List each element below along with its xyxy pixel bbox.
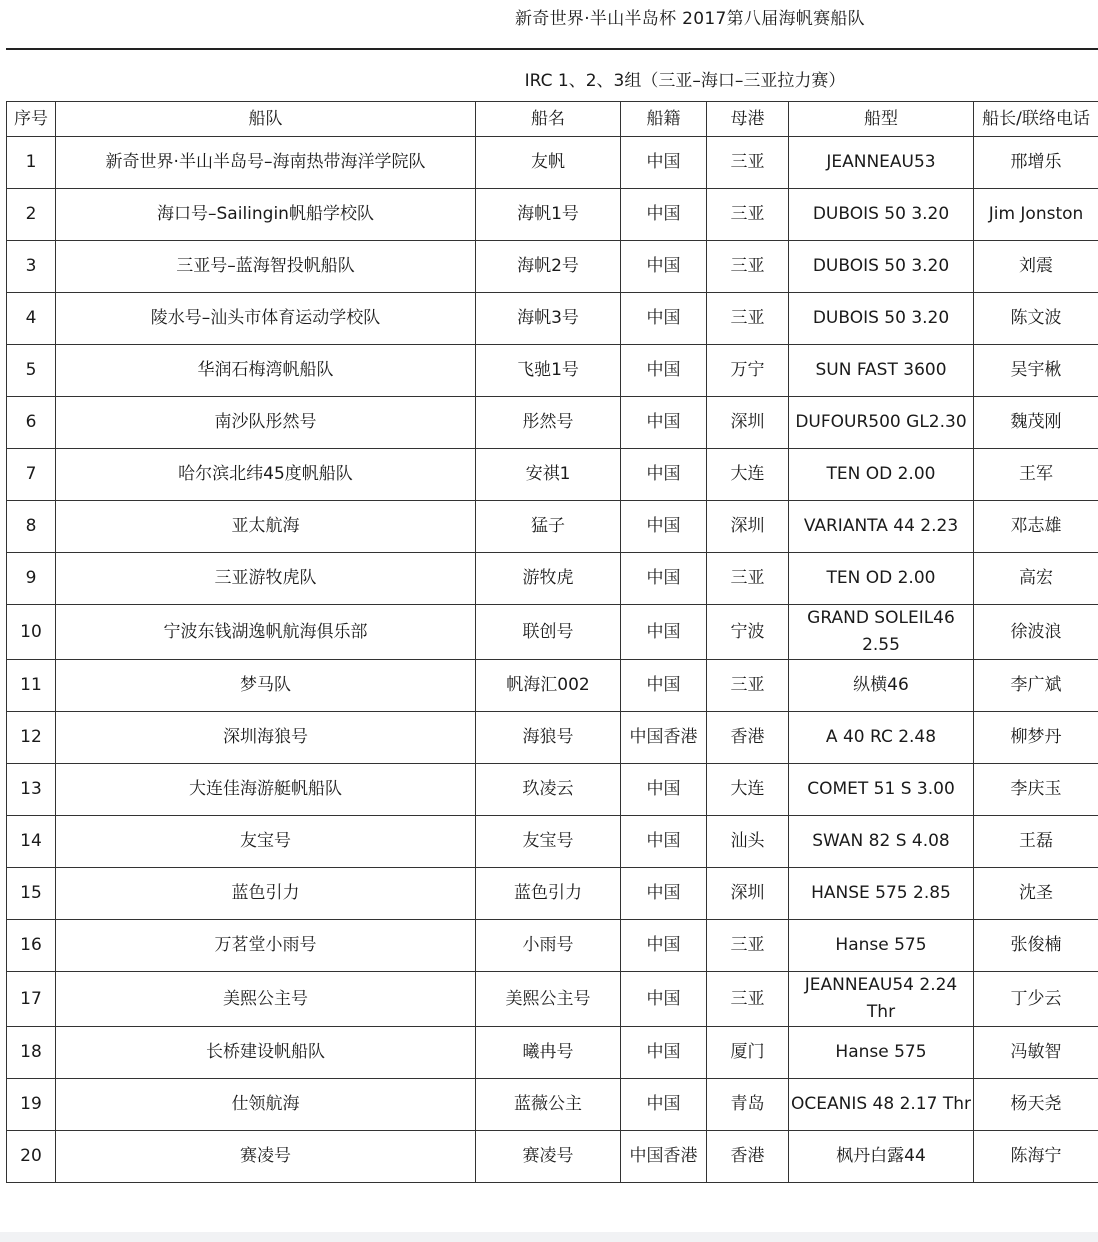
home-port-cell: 三亚	[707, 293, 789, 345]
boat-type-cell: Hanse 575	[789, 1027, 974, 1079]
team-roster-table	[6, 101, 1098, 1183]
boat-type-cell: SUN FAST 3600	[789, 345, 974, 397]
boat-type-cell: DUBOIS 50 3.20	[789, 293, 974, 345]
skipper-cell: Jim Jonston	[974, 189, 1098, 241]
home-port-cell: 三亚	[707, 920, 789, 972]
boat-type-cell: A 40 RC 2.48	[789, 712, 974, 764]
skipper-cell: 王磊	[974, 816, 1098, 868]
boat-name-cell: 海帆3号	[476, 293, 621, 345]
boat-type-cell: OCEANIS 48 2.17 Thr	[789, 1079, 974, 1131]
boat-name-cell: 曦冉号	[476, 1027, 621, 1079]
index-cell: 20	[7, 1131, 56, 1183]
index-cell: 7	[7, 449, 56, 501]
table-row	[7, 1027, 1098, 1079]
skipper-cell: 丁少云	[974, 972, 1098, 1027]
home-port-cell: 三亚	[707, 553, 789, 605]
table-row	[7, 501, 1098, 553]
boat-name-cell: 小雨号	[476, 920, 621, 972]
boat-name-cell: 玖凌云	[476, 764, 621, 816]
table-subtitle: IRC 1、2、3组（三亚–海口–三亚拉力赛）	[524, 71, 846, 91]
registry-cell: 中国香港	[621, 1131, 707, 1183]
header-cell-skipper: 船长/联络电话	[974, 102, 1098, 137]
skipper-cell: 刘震	[974, 241, 1098, 293]
home-port-cell: 三亚	[707, 972, 789, 1027]
index-cell: 11	[7, 660, 56, 712]
header-cell-home-port: 母港	[707, 102, 789, 137]
registry-cell: 中国	[621, 137, 707, 189]
header-cell-boat-name: 船名	[476, 102, 621, 137]
table-row	[7, 1079, 1098, 1131]
registry-cell: 中国	[621, 1027, 707, 1079]
boat-type-cell: TEN OD 2.00	[789, 553, 974, 605]
registry-cell: 中国	[621, 1079, 707, 1131]
team-cell: 蓝色引力	[56, 868, 476, 920]
skipper-cell: 陈海宁	[974, 1131, 1098, 1183]
index-cell: 15	[7, 868, 56, 920]
team-cell: 亚太航海	[56, 501, 476, 553]
boat-name-cell: 海帆2号	[476, 241, 621, 293]
boat-name-cell: 游牧虎	[476, 553, 621, 605]
index-cell: 9	[7, 553, 56, 605]
team-cell: 陵水号–汕头市体育运动学校队	[56, 293, 476, 345]
boat-type-cell: HANSE 575 2.85	[789, 868, 974, 920]
bottom-strip	[0, 1232, 1098, 1242]
boat-name-cell: 蓝色引力	[476, 868, 621, 920]
index-cell: 16	[7, 920, 56, 972]
team-cell: 三亚号–蓝海智投帆船队	[56, 241, 476, 293]
boat-type-cell: SWAN 82 S 4.08	[789, 816, 974, 868]
table-row	[7, 553, 1098, 605]
home-port-cell: 香港	[707, 712, 789, 764]
table-row	[7, 449, 1098, 501]
home-port-cell: 三亚	[707, 660, 789, 712]
boat-type-cell: TEN OD 2.00	[789, 449, 974, 501]
home-port-cell: 厦门	[707, 1027, 789, 1079]
index-cell: 12	[7, 712, 56, 764]
home-port-cell: 青岛	[707, 1079, 789, 1131]
home-port-cell: 三亚	[707, 137, 789, 189]
header-cell-team: 船队	[56, 102, 476, 137]
skipper-cell: 徐波浪	[974, 605, 1098, 660]
table-row	[7, 241, 1098, 293]
header-cell-boat-type: 船型	[789, 102, 974, 137]
index-cell: 19	[7, 1079, 56, 1131]
registry-cell: 中国	[621, 241, 707, 293]
team-cell: 美熙公主号	[56, 972, 476, 1027]
team-cell: 长桥建设帆船队	[56, 1027, 476, 1079]
skipper-cell: 柳梦丹	[974, 712, 1098, 764]
team-cell: 华润石梅湾帆船队	[56, 345, 476, 397]
team-cell: 哈尔滨北纬45度帆船队	[56, 449, 476, 501]
boat-type-cell: 枫丹白露44	[789, 1131, 974, 1183]
team-cell: 梦马队	[56, 660, 476, 712]
skipper-cell: 冯敏智	[974, 1027, 1098, 1079]
registry-cell: 中国	[621, 660, 707, 712]
home-port-cell: 大连	[707, 449, 789, 501]
boat-type-cell: JEANNEAU53	[789, 137, 974, 189]
boat-type-cell: COMET 51 S 3.00	[789, 764, 974, 816]
team-cell: 赛凌号	[56, 1131, 476, 1183]
boat-name-cell: 蓝薇公主	[476, 1079, 621, 1131]
table-row	[7, 137, 1098, 189]
table-row	[7, 764, 1098, 816]
header-cell-registry: 船籍	[621, 102, 707, 137]
index-cell: 14	[7, 816, 56, 868]
table-row	[7, 293, 1098, 345]
registry-cell: 中国	[621, 920, 707, 972]
team-cell: 万茗堂小雨号	[56, 920, 476, 972]
team-cell: 深圳海狼号	[56, 712, 476, 764]
index-cell: 18	[7, 1027, 56, 1079]
index-cell: 5	[7, 345, 56, 397]
registry-cell: 中国	[621, 553, 707, 605]
registry-cell: 中国	[621, 189, 707, 241]
registry-cell: 中国	[621, 345, 707, 397]
registry-cell: 中国	[621, 868, 707, 920]
boat-type-cell: Hanse 575	[789, 920, 974, 972]
skipper-cell: 李庆玉	[974, 764, 1098, 816]
index-cell: 3	[7, 241, 56, 293]
table-row	[7, 920, 1098, 972]
boat-type-cell: DUFOUR500 GL2.30	[789, 397, 974, 449]
boat-name-cell: 海帆1号	[476, 189, 621, 241]
table-row	[7, 397, 1098, 449]
skipper-cell: 邓志雄	[974, 501, 1098, 553]
home-port-cell: 香港	[707, 1131, 789, 1183]
registry-cell: 中国	[621, 449, 707, 501]
boat-name-cell: 飞驰1号	[476, 345, 621, 397]
boat-type-cell: JEANNEAU54 2.24 Thr	[789, 972, 974, 1027]
team-cell: 新奇世界·半山半岛号–海南热带海洋学院队	[56, 137, 476, 189]
home-port-cell: 三亚	[707, 241, 789, 293]
skipper-cell: 李广斌	[974, 660, 1098, 712]
boat-name-cell: 彤然号	[476, 397, 621, 449]
table-row	[7, 605, 1098, 660]
index-cell: 10	[7, 605, 56, 660]
table-row	[7, 972, 1098, 1027]
boat-name-cell: 安祺1	[476, 449, 621, 501]
boat-name-cell: 赛凌号	[476, 1131, 621, 1183]
team-cell: 仕领航海	[56, 1079, 476, 1131]
home-port-cell: 万宁	[707, 345, 789, 397]
index-cell: 1	[7, 137, 56, 189]
index-cell: 2	[7, 189, 56, 241]
skipper-cell: 沈圣	[974, 868, 1098, 920]
team-cell: 大连佳海游艇帆船队	[56, 764, 476, 816]
skipper-cell: 陈文波	[974, 293, 1098, 345]
boat-type-cell: 纵横46	[789, 660, 974, 712]
registry-cell: 中国香港	[621, 712, 707, 764]
home-port-cell: 大连	[707, 764, 789, 816]
boat-name-cell: 帆海汇002	[476, 660, 621, 712]
boat-name-cell: 猛子	[476, 501, 621, 553]
team-cell: 宁波东钱湖逸帆航海俱乐部	[56, 605, 476, 660]
registry-cell: 中国	[621, 293, 707, 345]
boat-name-cell: 友帆	[476, 137, 621, 189]
home-port-cell: 深圳	[707, 397, 789, 449]
boat-name-cell: 海狼号	[476, 712, 621, 764]
table-header-row	[7, 102, 1098, 137]
page-title: 新奇世界·半山半岛杯 2017第八届海帆赛船队	[515, 9, 865, 29]
header-cell-index: 序号	[7, 102, 56, 137]
table-row	[7, 816, 1098, 868]
index-cell: 4	[7, 293, 56, 345]
table-row	[7, 189, 1098, 241]
index-cell: 8	[7, 501, 56, 553]
registry-cell: 中国	[621, 764, 707, 816]
skipper-cell: 高宏	[974, 553, 1098, 605]
home-port-cell: 汕头	[707, 816, 789, 868]
home-port-cell: 深圳	[707, 868, 789, 920]
registry-cell: 中国	[621, 501, 707, 553]
table-row	[7, 345, 1098, 397]
home-port-cell: 宁波	[707, 605, 789, 660]
skipper-cell: 邢增乐	[974, 137, 1098, 189]
registry-cell: 中国	[621, 816, 707, 868]
team-cell: 三亚游牧虎队	[56, 553, 476, 605]
registry-cell: 中国	[621, 397, 707, 449]
index-cell: 13	[7, 764, 56, 816]
registry-cell: 中国	[621, 605, 707, 660]
team-cell: 南沙队彤然号	[56, 397, 476, 449]
home-port-cell: 三亚	[707, 189, 789, 241]
skipper-cell: 王军	[974, 449, 1098, 501]
team-cell: 海口号–Sailingin帆船学校队	[56, 189, 476, 241]
skipper-cell: 杨天尧	[974, 1079, 1098, 1131]
boat-name-cell: 美熙公主号	[476, 972, 621, 1027]
boat-type-cell: GRAND SOLEIL46 2.55	[789, 605, 974, 660]
skipper-cell: 吴宇楸	[974, 345, 1098, 397]
boat-name-cell: 联创号	[476, 605, 621, 660]
table-row	[7, 660, 1098, 712]
table-row	[7, 712, 1098, 764]
skipper-cell: 张俊楠	[974, 920, 1098, 972]
registry-cell: 中国	[621, 972, 707, 1027]
boat-type-cell: DUBOIS 50 3.20	[789, 189, 974, 241]
table-row	[7, 1131, 1098, 1183]
team-cell: 友宝号	[56, 816, 476, 868]
boat-type-cell: DUBOIS 50 3.20	[789, 241, 974, 293]
home-port-cell: 深圳	[707, 501, 789, 553]
divider-top	[6, 48, 1098, 50]
table-row	[7, 868, 1098, 920]
index-cell: 6	[7, 397, 56, 449]
boat-type-cell: VARIANTA 44 2.23	[789, 501, 974, 553]
boat-name-cell: 友宝号	[476, 816, 621, 868]
skipper-cell: 魏茂刚	[974, 397, 1098, 449]
index-cell: 17	[7, 972, 56, 1027]
